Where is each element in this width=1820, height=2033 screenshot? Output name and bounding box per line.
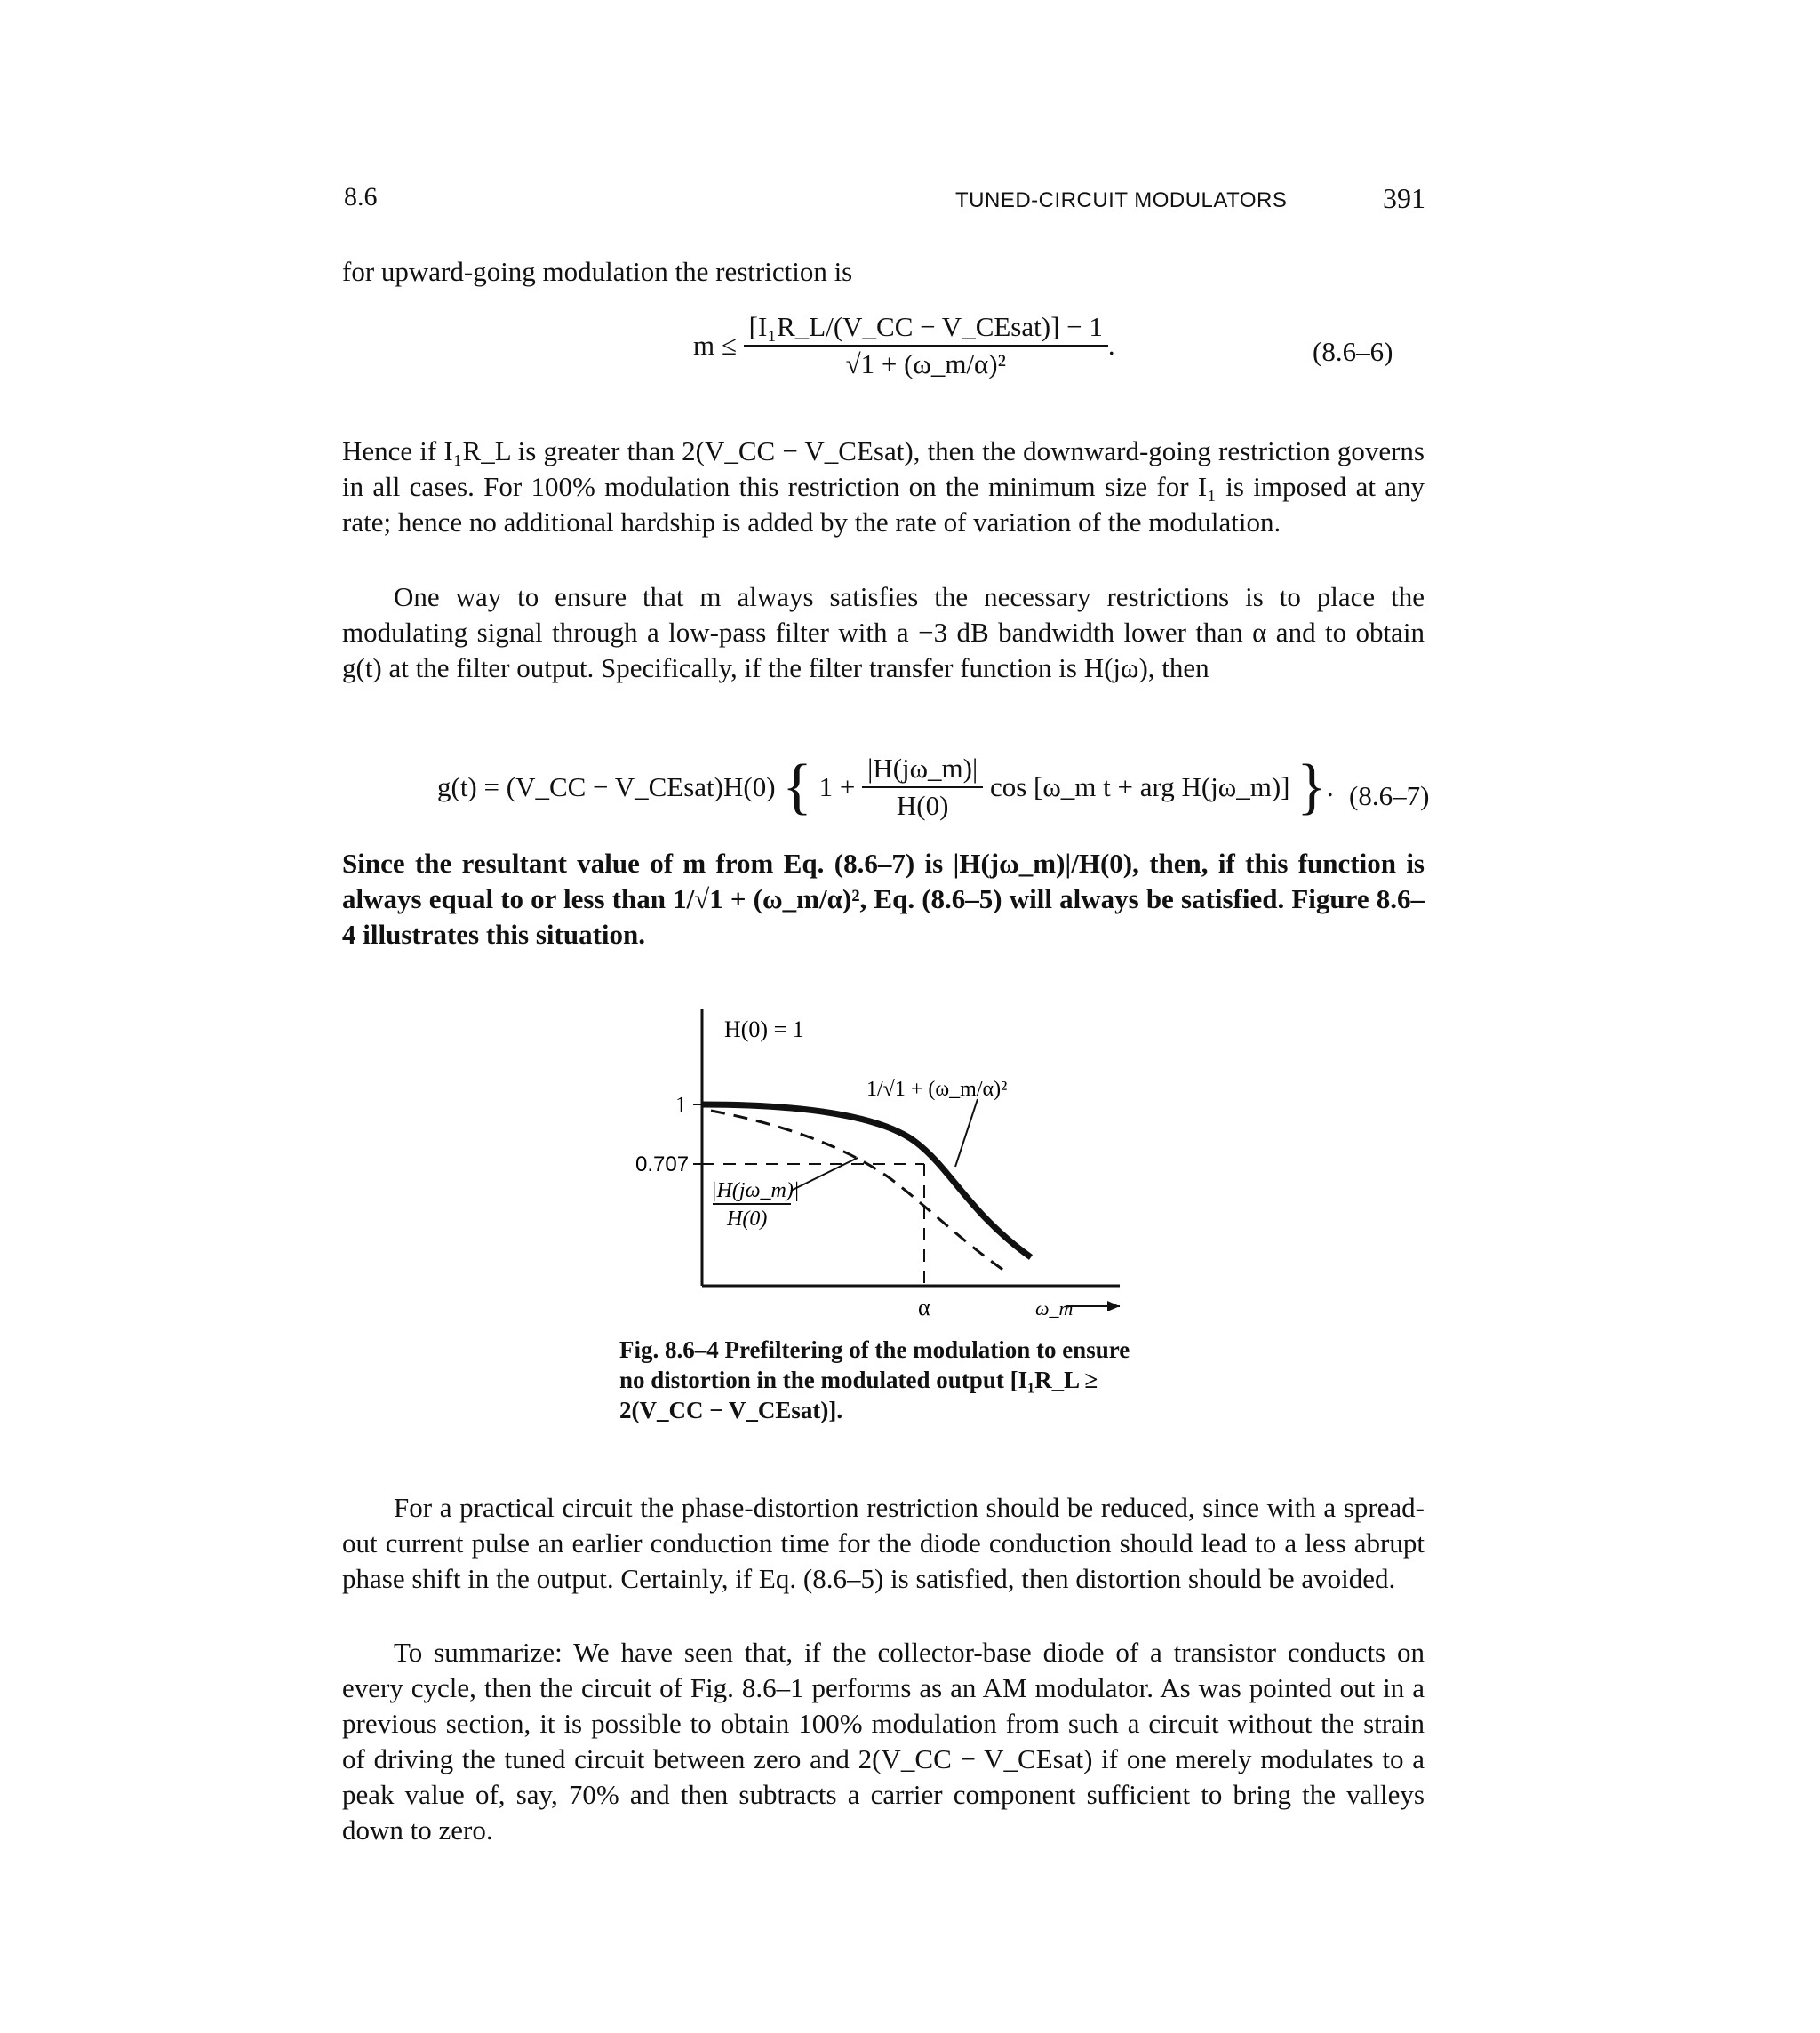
figure-caption: [619, 1335, 1144, 1425]
right-brace: }: [1297, 753, 1327, 821]
equation-8-6-6: m ≤ $\frac{\text{[I₁R\_L/(V\_CC − V\_CEsat)] − 1}}{\text{√1 + (ω\_m/α)²}}$ .: [693, 311, 1115, 379]
omega-label: ω_m: [1035, 1297, 1074, 1319]
eq-866-lhs: m ≤: [693, 330, 737, 361]
omega-arrowhead: [1107, 1301, 1120, 1311]
eq-866-fraction: [744, 311, 1108, 380]
eq-867-frac-den: H(0): [896, 790, 949, 821]
eq-867-number: (8.6–7): [1349, 780, 1430, 811]
paragraph-2: One way to ensure that m always satisfies the necessary restrictions is to place the modulating signal through a low-pass filter with a −3 dB bandwidth lower than α and to obtain g(t) at the filter output. Specifically, if the filter transfer function is H(jω), then: [342, 581, 1425, 683]
eq-867-frac-num: |H(jω_m)|: [862, 753, 983, 788]
paragraph-5: To summarize: We have seen that, if the collector-base diode of a transistor conducts on every cycle, then the circuit of Fig. 8.6–1 performs as an AM modulator. As was pointed out in a previous section, it is possible to obtain 100% modulation from such a circuit without the strain of driving the tuned circuit between zero and 2(V_CC − V_CEsat) if one merely modulates to a peak value of, say, 70% and then subtracts a carrier component sufficient to bring the valleys down to zero.: [342, 1637, 1425, 1846]
curve-label: 1/√1 + (ω_m/α)²: [866, 1078, 1008, 1101]
eq-866-denominator: √1 + (ω_m/α)²: [845, 348, 1006, 379]
y-tick-label-0707: 0.707: [635, 1152, 690, 1176]
paragraph-1: Hence if I₁R_L is greater than 2(V_CC − V_CEsat), then the downward-going restriction governs in all cases. For 100% modulation this restriction on the minimum size for I₁ is imposed at any rate; hence no additional hardship is added by the rate of variation of the modulation.: [342, 435, 1425, 538]
caption-fig-number: Fig. 8.6–4: [619, 1336, 719, 1363]
eq-866-numerator: [I₁R_L/(V_CC − V_CEsat)] − 1: [744, 311, 1108, 347]
alpha-label: α: [918, 1295, 930, 1320]
paragraph-3: Since the resultant value of m from Eq. (8.6–7) is |H(jω_m)|/H(0), then, if this function is always equal to or less than 1/√1 + (ω_m/α)², Eq. (8.6–5) will always be satisfied. Figure 8.6–4 illustrates this situation.: [342, 848, 1425, 950]
eq-866-number: (8.6–6): [1313, 336, 1393, 367]
eq-867-lhs: g(t) = (V_CC − V_CEsat)H(0): [437, 771, 776, 802]
equation-8-6-7: g(t) = (V_CC − V_CEsat)H(0) { 1 + $\frac{|H(j\omega\_m)|}{H(0)}$ cos [ω_m t + arg H(jω_m)] }.: [437, 753, 1334, 821]
eq-867-fraction: [862, 753, 983, 822]
caption-text: Prefiltering of the modulation to ensure no distortion in the modulated output [I₁R_L ≥ 2(V_CC − V_CEsat)].: [619, 1336, 1130, 1423]
h0-label: H(0) = 1: [724, 1016, 804, 1042]
eq-867-tail: cos [ω_m t + arg H(jω_m)]: [989, 771, 1290, 802]
ratio-denominator: H(0): [727, 1208, 768, 1231]
curve-leader-line: [955, 1099, 978, 1167]
running-title: TUNED-CIRCUIT MODULATORS: [955, 188, 1288, 212]
left-brace: {: [782, 753, 812, 821]
paragraph-4: For a practical circuit the phase-distortion restriction should be reduced, since with a spread-out current pulse an earlier conduction time for the diode conduction should lead to a less abrupt phase shift in the output. Certainly, if Eq. (8.6–5) is satisfied, then distortion should be avoided.: [342, 1492, 1425, 1594]
figure-8-6-4: [622, 1000, 1155, 1328]
ratio-numerator: |H(jω_m)|: [711, 1179, 800, 1202]
eq-867-one-plus: 1 +: [818, 771, 856, 802]
ratio-leader-line: [791, 1158, 858, 1191]
section-number: 8.6: [344, 182, 378, 211]
y-tick-label-1: 1: [675, 1092, 687, 1118]
page-number: 391: [1383, 182, 1425, 214]
intro-line: for upward-going modulation the restriction is: [342, 256, 853, 287]
